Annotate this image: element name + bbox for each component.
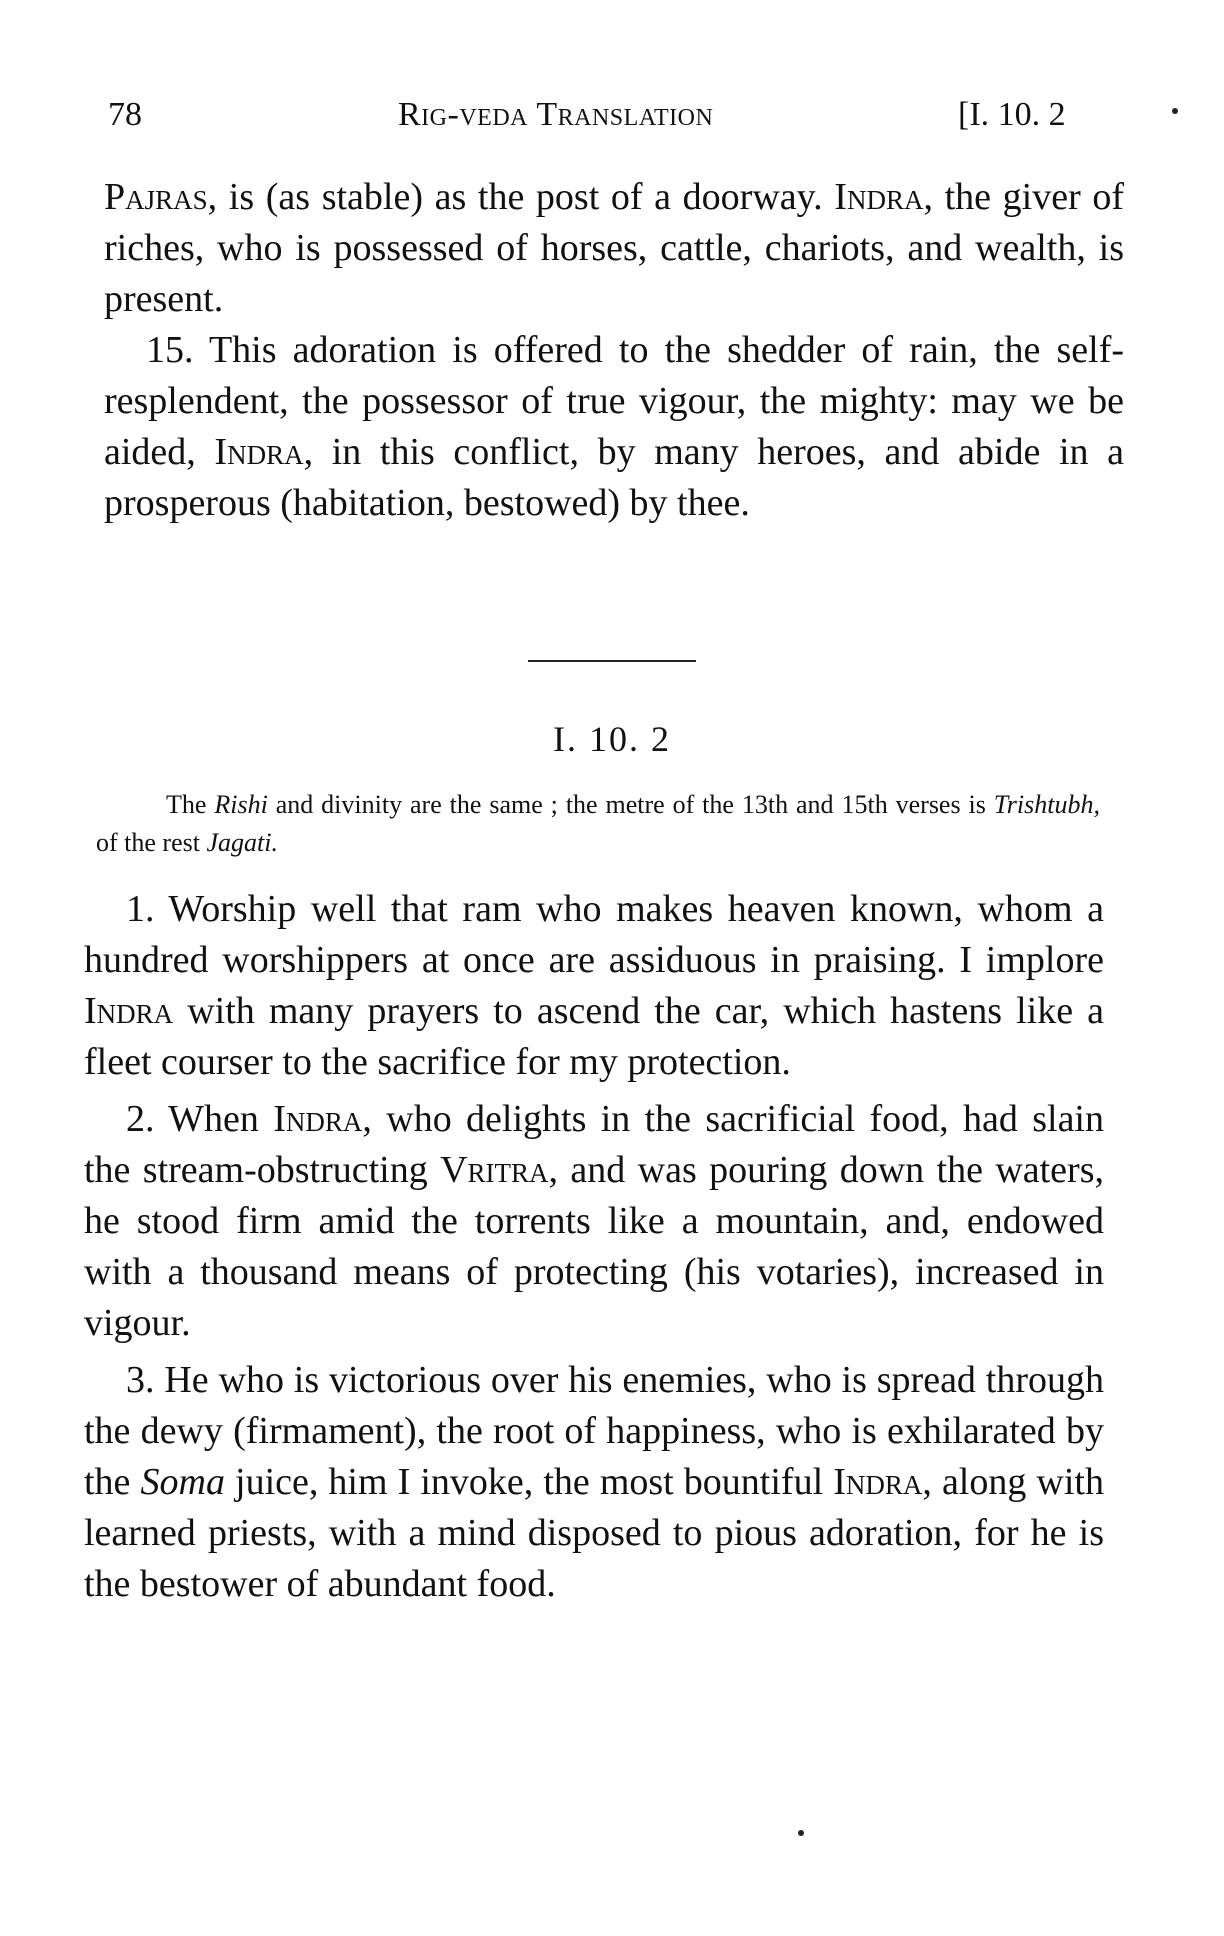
name-vritra: Vritra, (440, 1149, 559, 1191)
print-speck (1172, 108, 1178, 114)
section-divider (528, 660, 696, 662)
continued-text-block (104, 172, 1124, 529)
name-indra: Indra (84, 990, 174, 1032)
section-note: The Rishi and divinity are the same ; the metre of the 13th and 15th verses is Trishtubh, of the rest Jagati. (96, 790, 1100, 857)
page-header (108, 96, 1164, 146)
section-title: I. 10. 2 (553, 719, 671, 759)
name-indra: Indra, (834, 176, 933, 218)
section-reference: [I. 10. 2 (958, 96, 1066, 133)
name-indra: Indra, (214, 431, 314, 473)
verses-block (84, 884, 1104, 1616)
verse-1: 1. Worship well that ram who makes heaven known, whom a hundred worshippers at once are assiduous in praising. I implore Indra with many prayers to ascend the car, which hastens like a fleet courser to the sacrifice for my protection. (84, 888, 1104, 1083)
name-indra: Indra, (833, 1461, 932, 1503)
name-indra: Indra, (273, 1098, 372, 1140)
verse-2: 2. When Indra, who delights in the sacrificial food, had slain the stream-obstructing Vritra, and was pouring down the waters, he stood firm amid the torrents like a mountain, and, endowed with a thousand means of protecting (his votaries), increased in vigour. (84, 1098, 1104, 1344)
verse-15: 15. This adoration is offered to the shedder of rain, the self-resplendent, the possessor of true vigour, the mighty: may we be aided, Indra, in this conflict, by many heroes, and abide in a prosperous (habitation, bestowed) by thee. (104, 329, 1125, 524)
paragraph-continuation: Pajras, is (as stable) as the post of a doorway. Indra, the giver of riches, who is possessed of horses, cattle, chariots, and wealth, is present. (104, 176, 1124, 320)
term-soma: Soma (140, 1461, 225, 1503)
name-pajras: Pajras, (104, 176, 218, 218)
verse-3: 3. He who is victorious over his enemies, who is spread through the dewy (firmament), the root of happiness, who is exhilarated by the Soma juice, him I invoke, the most bountiful Indra, along with learned priests, with a mind disposed to pious adoration, for he is the bestower of abundant food. (84, 1359, 1104, 1605)
print-speck (798, 1830, 804, 1836)
page-number: 78 (108, 96, 142, 133)
running-title: Rig-veda Translation (398, 96, 714, 133)
